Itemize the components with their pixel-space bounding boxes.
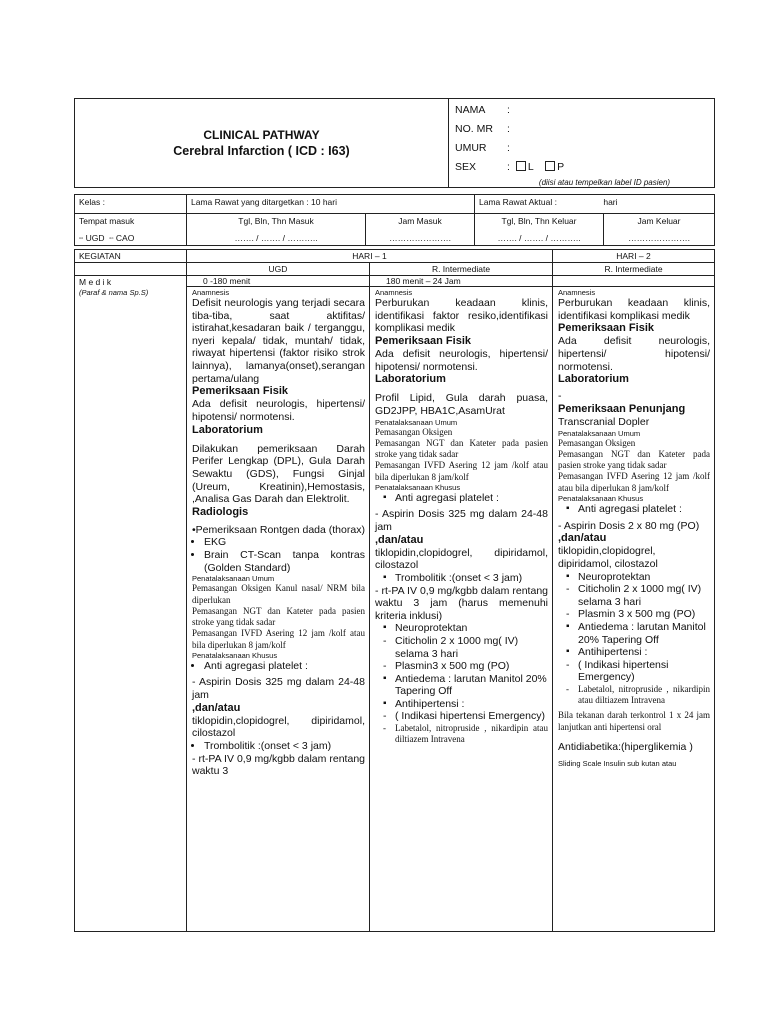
- jam-masuk-blank[interactable]: ………………….: [389, 233, 451, 243]
- cao-checkbox-icon[interactable]: ▫▫: [109, 235, 114, 242]
- form-title: CLINICAL PATHWAY: [203, 128, 320, 142]
- ugd-label: UGD: [85, 233, 105, 243]
- medik-label: M e d i k: [79, 277, 112, 287]
- sex-label: SEX: [455, 161, 477, 173]
- header-table: [74, 98, 715, 188]
- title-cell: [75, 99, 449, 188]
- hari2-header: HARI – 2: [553, 250, 715, 263]
- time1-label: 0 -180 menit: [187, 276, 369, 287]
- info-table: [74, 194, 715, 246]
- sex-p-label: P: [557, 161, 565, 173]
- time2-label: 180 menit – 24 Jam: [370, 276, 552, 287]
- sex-l-checkbox[interactable]: [516, 161, 526, 171]
- nama-row: NAMA :: [455, 101, 714, 120]
- rint-column: 180 menit – 24 Jam Anamnesis Perburukan keadaan klinis, identifikasi faktor resiko,identifikasi komplikasi medik Pemeriksaan Fisik Ada defisit neurologis, hipertensi/ hipotensi/ normotensi. Laboratorium Profil Lipid, Gula darah puasa, GD2JPP, HBA1C,AsamUrat Penatalaksanaan Umum Pemasangan Oksigen Pemasangan NGT dan Kateter pada pasien stroke yang tidak sadar Pemasangan IVFD Asering 12 jam /kolf atau bila diperlukan 8 jam/kolf Penatalaksanaan Khusus ▪ Anti agregasi platelet : - Aspirin Dosis 325 mg dalam 24-48 jam ,dan/atau tiklopidin,clopidogrel, dipiridamol, cilostazol ▪ Trombolitik :(onset < 3 jam) - rt-PA IV 0,9 mg/kgbb dalam rentang waktu 3 jam (harus memenuhi kriteria inklusi) ▪ Neuroprotektan - Citicholin 2 x 1000 mg( IV) selama 3 hari - Plasmin3 x 500 mg (PO) ▪ Antiedema : larutan Manitol 20% Tapering Off ▪ Antihipertensi : - ( Indikasi hipertensi Emergency) - Labetalol, nitropruside , nikardipin atau diltiazem Intravena: [370, 276, 553, 932]
- umur-row: UMUR :: [455, 139, 714, 158]
- jam-keluar-blank[interactable]: ………………….: [628, 233, 690, 243]
- nomr-label: NO. MR: [455, 123, 493, 135]
- kegiatan-header: KEGIATAN: [75, 250, 187, 263]
- jam-masuk-cell: Jam Masuk ………………….: [366, 214, 475, 246]
- jam-keluar-cell: Jam Keluar ………………….: [604, 214, 715, 246]
- cao-label: CAO: [115, 233, 135, 243]
- sex-row: SEX : L P: [455, 158, 714, 177]
- hari2-column: Anamnesis Perburukan keadaan klinis, identifikasi komplikasi medik Pemeriksaan Fisik Ada defisit neurologis, hipertensi/ hipotensi/ normotensi. Laboratorium - Pemeriksaan Penunjang Transcranial Dopler Penatalaksanaan Umum Pemasangan Oksigen Pemasangan NGT dan Kateter pada pasien stroke yang tidak sadar Pemasangan IVFD Asering 12 jam /kolf atau bila diperlukan 8 jam/kolf Penatalaksanaan Khusus ▪ Anti agregasi platelet : - Aspirin Dosis 2 x 80 mg (PO) ,dan/atau tiklopidin,clopidogrel, dipiridamol, cilostazol ▪ Neuroprotektan - Citicholin 2 x 1000 mg( IV) selama 3 hari - Plasmin 3 x 500 mg (PO) ▪ Antiedema : larutan Manitol 20% Tapering Off ▪ Antihipertensi : - ( Indikasi hipertensi Emergency) - Labetalol, nitropruside , nikardipin atau diltiazem Intravena Bila tekanan darah terkontrol 1 x 24 jam lanjutkan anti hipertensi oral Antidiabetika:(hiperglikemia ) Sliding Scale Insulin sub kutan atau: [553, 276, 715, 932]
- form-subtitle: Cerebral Infarction ( ICD : I63): [173, 144, 350, 158]
- ugd-checkbox-icon[interactable]: ▫▫: [79, 235, 84, 242]
- tgl-keluar-cell: Tgl, Bln, Thn Keluar ……. / ……. / ………..: [475, 214, 604, 246]
- sex-l-label: L: [527, 161, 534, 173]
- tempat-masuk-cell: Tempat masuk ▫▫ UGD ▫▫ CAO: [75, 214, 187, 246]
- tgl-keluar-blank[interactable]: ……. / ……. / ………..: [497, 233, 581, 243]
- tgl-masuk-blank[interactable]: ……. / ……. / ………..: [234, 233, 318, 243]
- paraf-label: (Paraf & nama Sp.S): [79, 288, 149, 297]
- hari1-header: HARI – 1: [187, 250, 553, 263]
- pathway-table: [74, 249, 715, 932]
- rint-header: R. Intermediate: [370, 263, 553, 276]
- sex-p-checkbox[interactable]: [545, 161, 555, 171]
- id-label-note: (diisi atau tempelkan label ID pasien): [538, 178, 671, 187]
- lama-aktual-cell: Lama Rawat Aktual : hari: [475, 195, 715, 214]
- ugd-header: UGD: [187, 263, 370, 276]
- medik-cell: [75, 276, 187, 932]
- nama-label: NAMA: [455, 104, 486, 116]
- ugd-column: 0 -180 menit Anamnesis Defisit neurologis yang terjadi secara tiba-tiba, saat aktifitas/ istirahat,kesadaran baik / terganggu, nyeri kepala/ tidak, muntah/ tidak, riwayat hipertensi (faktor risiko strok lainnya), lamanya(onset),serangan pertama/ulang Pemeriksaan Fisik Ada defisit neurologis, hipertensi/ hipotensi/ normotensi. Laboratorium Dilakukan pemeriksaan Darah Perifer Lengkap (DPL), Gula Darah Sewaktu (GDS), Fungsi Ginjal (Ureum, Kreatinin),Hemostasis, ,Analisa Gas Darah dan Elektrolit. Radiologis •Pemeriksaan Rontgen dada (thorax) • EKG • Brain CT-Scan tanpa kontras (Golden Standard) Penatalaksanaan Umum Pemasangan Oksigen Kanul nasal/ NRM bila diperlukan Pemasangan NGT dan Kateter pada pasien stroke yang tidak sadar Pemasangan IVFD Asering 12 jam /kolf atau bila diperlukan 8 jam/kolf Penatalaksanaan Khusus • Anti agregasi platelet : - Aspirin Dosis 325 mg dalam 24-48 jam ,dan/atau tiklopidin,clopidogrel, dipiridamol, cilostazol • Trombolitik :(onset < 3 jam) - rt-PA IV 0,9 mg/kgbb dalam rentang waktu 3: [187, 276, 370, 932]
- lama-target-cell: Lama Rawat yang ditargetkan : 10 hari: [187, 195, 475, 214]
- kelas-cell: Kelas :: [75, 195, 187, 214]
- nomr-row: NO. MR :: [455, 120, 714, 139]
- patient-id-cell: [449, 99, 715, 188]
- tgl-masuk-cell: Tgl, Bln, Thn Masuk ……. / ……. / ………..: [187, 214, 366, 246]
- umur-label: UMUR: [455, 142, 487, 154]
- rint2-header: R. Intermediate: [553, 263, 715, 276]
